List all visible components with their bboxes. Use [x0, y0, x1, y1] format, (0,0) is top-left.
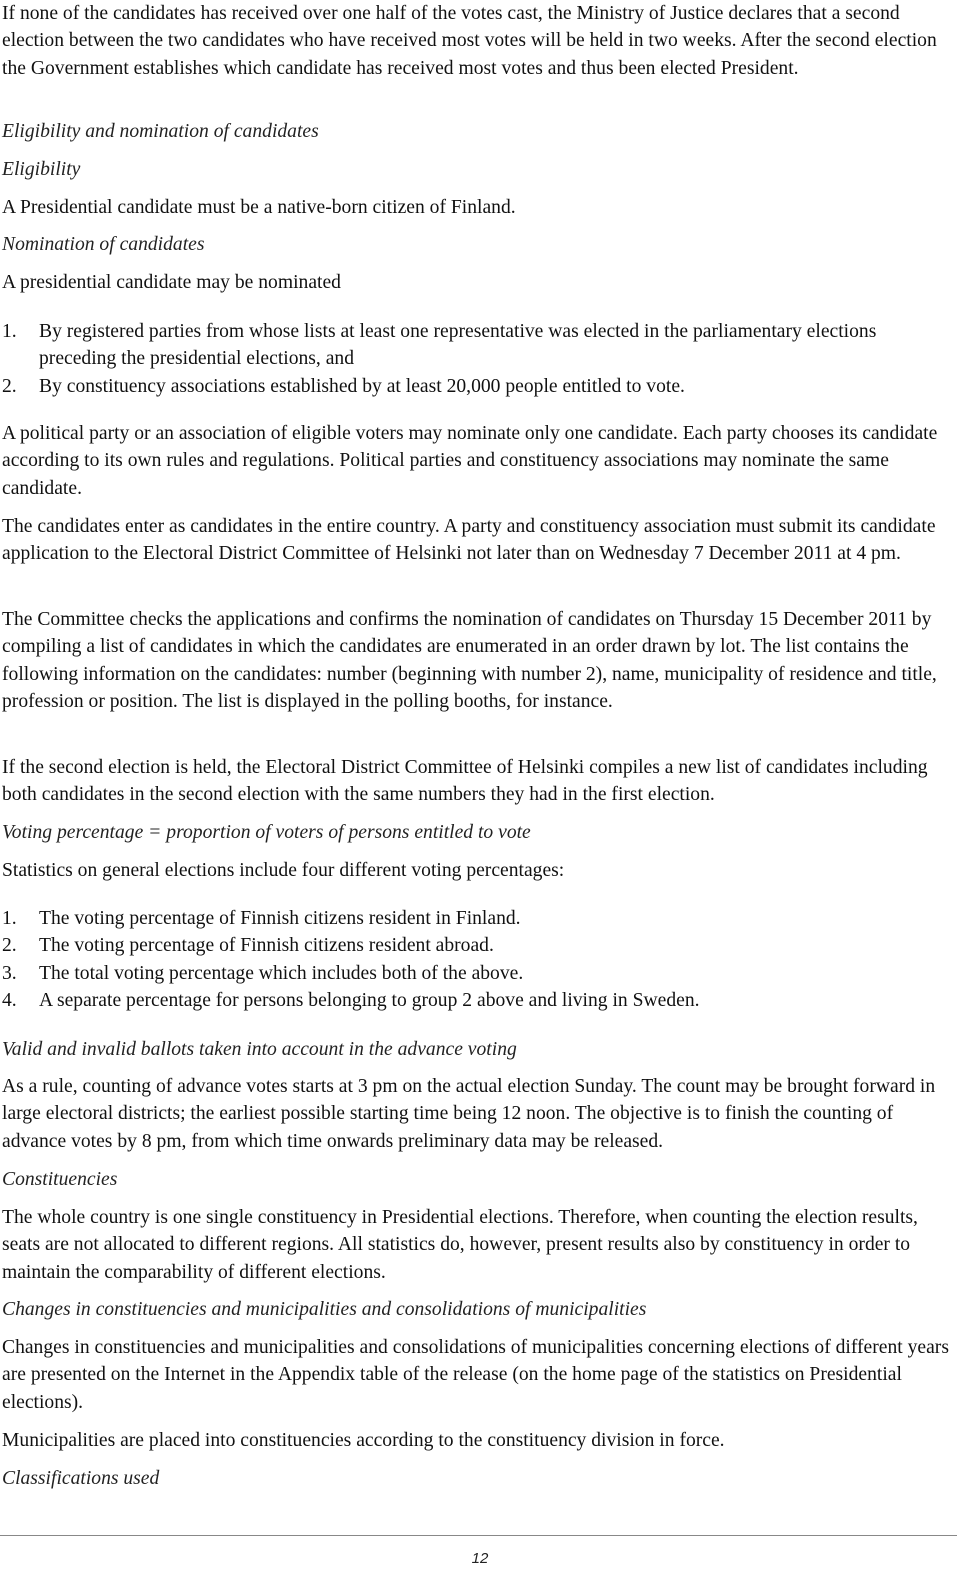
- list-item-number: 1.: [2, 321, 17, 342]
- heading-classifications: Classifications used: [2, 1468, 160, 1489]
- changes-paragraph: Changes in constituencies and municipalities and consolidations of municipalities concerning elections of different years are presented on the Internet in the Appendix table of the release (on the home page of the statistics on Presidential elections).: [2, 1337, 949, 1413]
- heading-voting-percentage: Voting percentage = proportion of voters of persons entitled to vote: [2, 822, 531, 843]
- one-candidate-paragraph: A political party or an association of eligible voters may nominate only one candidate. Each party chooses its candidate according to its own rules and regulations. Political parties and constituency associations may nominate the same candidate.: [2, 423, 938, 499]
- nomination-intro-paragraph: A presidential candidate may be nominated: [2, 272, 341, 293]
- heading-eligibility-and-nomination: Eligibility and nomination of candidates: [2, 121, 319, 142]
- list-item-text: By constituency associations established by at least 20,000 people entitled to vote.: [39, 375, 685, 397]
- second-election-list-paragraph: If the second election is held, the Electoral District Committee of Helsinki compiles a new list of candidates including both candidates in the second election with the same numbers they had in the first election.: [2, 757, 928, 806]
- one-constituency-paragraph: The whole country is one single constituency in Presidential elections. Therefore, when counting the election results, seats are not allocated to different regions. All statistics do, however, present results also by constituency in order to maintain the comparability of different elections.: [2, 1207, 918, 1283]
- second-election-paragraph: If none of the candidates has received over one half of the votes cast, the Ministry of Justice declares that a second election between the two candidates who have received most votes will be held in two weeks. After the second election the Government establishes which candidate has received most votes and thus been elected President.: [2, 3, 937, 79]
- four-percentages-paragraph: Statistics on general elections include four different voting percentages:: [2, 860, 565, 881]
- list-item-number: 2.: [2, 935, 17, 957]
- heading-nomination: Nomination of candidates: [2, 234, 205, 255]
- heading-valid-invalid-ballots: Valid and invalid ballots taken into account in the advance voting: [2, 1039, 517, 1060]
- list-item: [2, 905, 956, 932]
- list-item-number: 2.: [2, 375, 17, 397]
- counting-advance-paragraph: As a rule, counting of advance votes starts at 3 pm on the actual election Sunday. The count may be brought forward in large electoral districts; the earliest possible starting time being 12 noon. The objective is to finish the counting of advance votes by 8 pm, from which time onwards preliminary data may be released.: [2, 1076, 936, 1152]
- nomination-list: [2, 318, 956, 400]
- list-item: [2, 373, 956, 400]
- municipalities-placed-paragraph: Municipalities are placed into constituencies according to the constituency division in force.: [2, 1430, 725, 1451]
- list-item-number: 4.: [2, 990, 17, 1012]
- eligibility-paragraph: A Presidential candidate must be a native-born citizen of Finland.: [2, 197, 516, 218]
- heading-changes: Changes in constituencies and municipalities and consolidations of municipalities: [2, 1299, 647, 1320]
- list-item: [2, 318, 956, 373]
- list-item: [2, 987, 956, 1014]
- entire-country-paragraph: The candidates enter as candidates in the entire country. A party and constituency association must submit its candidate application to the Electoral District Committee of Helsinki not later than on Wednesday 7 December 2011 at 4 pm.: [2, 516, 936, 565]
- footer-divider: [0, 1535, 957, 1536]
- list-item-text: The voting percentage of Finnish citizens resident in Finland.: [39, 908, 521, 929]
- list-item: [2, 932, 956, 959]
- list-item-text: A separate percentage for persons belonging to group 2 above and living in Sweden.: [39, 990, 700, 1012]
- list-item-number: 1.: [2, 908, 17, 929]
- page-number: 12: [471, 1550, 489, 1567]
- heading-eligibility: Eligibility: [2, 159, 81, 180]
- percentage-list: [2, 905, 956, 1015]
- list-item: [2, 960, 956, 987]
- heading-constituencies: Constituencies: [2, 1169, 118, 1190]
- list-item-text: The voting percentage of Finnish citizens resident abroad.: [39, 935, 494, 957]
- list-item-text: The total voting percentage which includes both of the above.: [39, 962, 524, 984]
- committee-checks-paragraph: The Committee checks the applications and confirms the nomination of candidates on Thursday 15 December 2011 by compiling a list of candidates in which the candidates are enumerated in an order drawn by lot. The list contains the following information on the candidates: number (beginning with number 2), name, municipality of residence and title, profession or position. The list is displayed in the polling booths, for instance.: [2, 609, 937, 713]
- list-item-text: By registered parties from whose lists at least one representative was elected in the parliamentary elections preceding the presidential elections, and: [39, 321, 877, 370]
- list-item-number: 3.: [2, 962, 17, 984]
